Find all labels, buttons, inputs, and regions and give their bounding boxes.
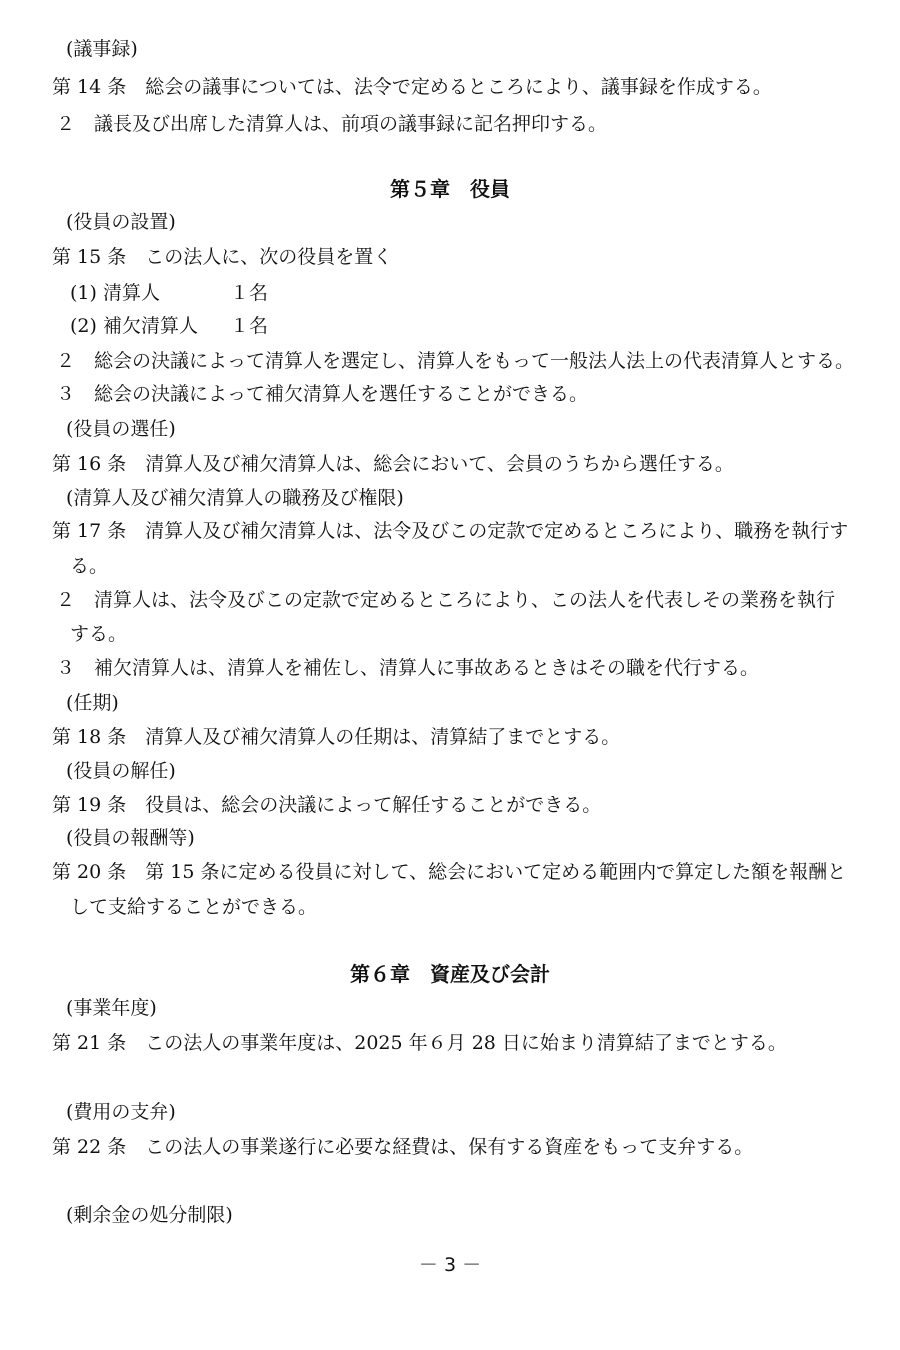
item-label: (1) 清算人 — [70, 282, 160, 304]
article-15-item-1 — [70, 280, 268, 306]
article-17-paragraph-2-line-1: ２ 清算人は、法令及びこの定款で定めるところにより、この法人を代表しその業務を執行 — [56, 589, 836, 611]
article-20-line-1: 第 20 条 第 15 条に定める役員に対して、総会において定める範囲内で算定した額を報酬と — [52, 861, 847, 883]
chapter-6-title: 第６章 資産及び会計 — [350, 962, 550, 986]
article-15-item-2 — [70, 313, 268, 339]
section-heading: (費用の支弁) — [66, 1101, 176, 1123]
article-15-paragraph-2: ２ 総会の決議によって清算人を選定し、清算人をもって一般法人法上の代表清算人とする。 — [56, 350, 855, 372]
article-14: 第 14 条 総会の議事については、法令で定めるところにより、議事録を作成する。 — [52, 76, 772, 98]
article-22: 第 22 条 この法人の事業遂行に必要な経費は、保有する資産をもって支弁する。 — [52, 1136, 754, 1158]
article-19: 第 19 条 役員は、総会の決議によって解任することができる。 — [52, 794, 602, 816]
article-14-paragraph-2: ２ 議長及び出席した清算人は、前項の議事録に記名押印する。 — [56, 113, 608, 135]
section-heading: (役員の設置) — [66, 211, 176, 233]
section-heading: (役員の選任) — [66, 418, 176, 440]
item-count: １名 — [230, 315, 269, 337]
article-16: 第 16 条 清算人及び補欠清算人は、総会において、会員のうちから選任する。 — [52, 453, 734, 475]
chapter-5-title: 第５章 役員 — [390, 177, 510, 201]
article-15-paragraph-3: ３ 総会の決議によって補欠清算人を選任することができる。 — [56, 383, 589, 405]
section-heading: (剰余金の処分制限) — [66, 1204, 233, 1226]
article-15: 第 15 条 この法人に、次の役員を置く — [52, 246, 393, 268]
article-20-line-2: して支給することができる。 — [70, 896, 318, 918]
article-17-paragraph-3: ３ 補欠清算人は、清算人を補佐し、清算人に事故あるときはその職を代行する。 — [56, 657, 760, 679]
section-heading: (役員の報酬等) — [66, 827, 195, 849]
article-17-paragraph-2-line-2: する。 — [70, 623, 128, 645]
article-17-line-2: る。 — [70, 555, 109, 577]
article-17-line-1: 第 17 条 清算人及び補欠清算人は、法令及びこの定款で定めるところにより、職務を執行す — [52, 520, 849, 542]
section-heading: (事業年度) — [66, 997, 157, 1019]
section-heading: (議事録) — [66, 38, 138, 60]
page-number: － 3 － — [418, 1254, 482, 1276]
section-heading: (清算人及び補欠清算人の職務及び権限) — [66, 487, 404, 509]
item-count: １名 — [230, 282, 269, 304]
item-label: (2) 補欠清算人 — [70, 315, 198, 337]
article-21: 第 21 条 この法人の事業年度は、2025 年６月 28 日に始まり清算結了までとする。 — [52, 1032, 787, 1054]
section-heading: (役員の解任) — [66, 760, 176, 782]
article-18: 第 18 条 清算人及び補欠清算人の任期は、清算結了までとする。 — [52, 726, 621, 748]
section-heading: (任期) — [66, 692, 119, 714]
